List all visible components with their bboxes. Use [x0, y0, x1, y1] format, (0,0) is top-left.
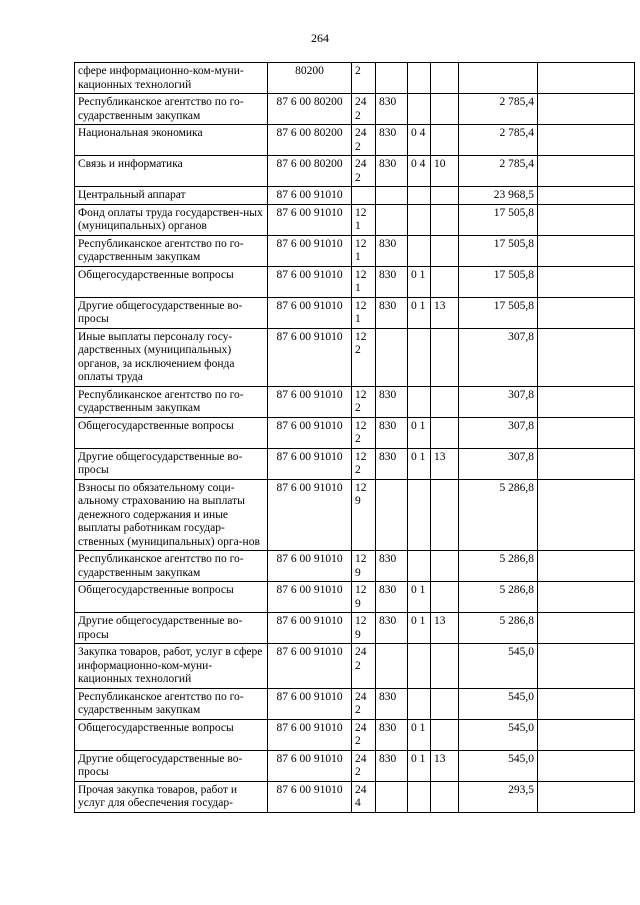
table-row	[75, 328, 635, 386]
section-cell: 0 1	[408, 417, 431, 448]
target-code-cell: 87 6 00 91010	[268, 644, 352, 689]
ministry-code-cell: 830	[376, 688, 408, 719]
section-cell: 0 1	[408, 613, 431, 644]
section-cell	[408, 479, 431, 551]
table-row	[75, 781, 635, 812]
section-cell: 0 1	[408, 266, 431, 297]
row-name-cell: Национальная экономика	[75, 125, 268, 156]
section-cell	[408, 235, 431, 266]
table-row	[75, 266, 635, 297]
target-code-cell: 87 6 00 91010	[268, 187, 352, 205]
row-name-cell: Республиканское агентство по го-сударственным закупкам	[75, 688, 268, 719]
table-row	[75, 448, 635, 479]
extra-cell	[538, 266, 635, 297]
table-row	[75, 235, 635, 266]
target-code-cell: 87 6 00 80200	[268, 94, 352, 125]
extra-cell	[538, 187, 635, 205]
section-cell: 0 1	[408, 448, 431, 479]
amount-cell: 545,0	[459, 719, 538, 750]
amount-cell: 5 286,8	[459, 479, 538, 551]
amount-cell: 17 505,8	[459, 297, 538, 328]
amount-cell: 5 286,8	[459, 582, 538, 613]
amount-cell: 2 785,4	[459, 156, 538, 187]
expense-type-cell: 12 9	[352, 551, 376, 582]
extra-cell	[538, 328, 635, 386]
table-row	[75, 297, 635, 328]
amount-cell: 23 968,5	[459, 187, 538, 205]
extra-cell	[538, 644, 635, 689]
target-code-cell: 87 6 00 91010	[268, 386, 352, 417]
extra-cell	[538, 63, 635, 94]
ministry-code-cell: 830	[376, 582, 408, 613]
target-code-cell: 87 6 00 91010	[268, 204, 352, 235]
ministry-code-cell	[376, 644, 408, 689]
table-row	[75, 750, 635, 781]
section-cell: 0 1	[408, 582, 431, 613]
expense-type-cell: 12 2	[352, 328, 376, 386]
ministry-code-cell: 830	[376, 613, 408, 644]
target-code-cell: 87 6 00 91010	[268, 551, 352, 582]
table-row	[75, 551, 635, 582]
row-name-cell: Другие общегосударственные во-просы	[75, 750, 268, 781]
expense-type-cell: 12 1	[352, 297, 376, 328]
subsection-cell	[431, 582, 459, 613]
amount-cell: 307,8	[459, 417, 538, 448]
subsection-cell	[431, 235, 459, 266]
row-name-cell: Республиканское агентство по го-сударственным закупкам	[75, 551, 268, 582]
amount-cell: 2 785,4	[459, 125, 538, 156]
subsection-cell: 13	[431, 297, 459, 328]
ministry-code-cell: 830	[376, 297, 408, 328]
table-row	[75, 582, 635, 613]
table-row	[75, 479, 635, 551]
row-name-cell: Прочая закупка товаров, работ и услуг для обеспечения государ-	[75, 781, 268, 812]
target-code-cell: 87 6 00 91010	[268, 297, 352, 328]
row-name-cell: Связь и информатика	[75, 156, 268, 187]
extra-cell	[538, 479, 635, 551]
amount-cell: 545,0	[459, 750, 538, 781]
ministry-code-cell	[376, 328, 408, 386]
row-name-cell: Другие общегосударственные во-просы	[75, 613, 268, 644]
ministry-code-cell: 830	[376, 719, 408, 750]
section-cell: 0 1	[408, 297, 431, 328]
subsection-cell: 13	[431, 448, 459, 479]
table-row	[75, 613, 635, 644]
section-cell: 0 4	[408, 156, 431, 187]
amount-cell: 17 505,8	[459, 235, 538, 266]
expense-type-cell: 2	[352, 63, 376, 94]
ministry-code-cell: 830	[376, 386, 408, 417]
extra-cell	[538, 750, 635, 781]
ministry-code-cell: 830	[376, 448, 408, 479]
target-code-cell: 87 6 00 91010	[268, 328, 352, 386]
subsection-cell: 13	[431, 613, 459, 644]
ministry-code-cell	[376, 204, 408, 235]
amount-cell: 545,0	[459, 688, 538, 719]
extra-cell	[538, 551, 635, 582]
expense-type-cell: 24 2	[352, 125, 376, 156]
extra-cell	[538, 688, 635, 719]
extra-cell	[538, 125, 635, 156]
budget-table-body	[75, 63, 635, 813]
subsection-cell	[431, 417, 459, 448]
target-code-cell: 87 6 00 91010	[268, 479, 352, 551]
amount-cell: 5 286,8	[459, 613, 538, 644]
table-row	[75, 94, 635, 125]
target-code-cell: 87 6 00 91010	[268, 582, 352, 613]
ministry-code-cell: 830	[376, 266, 408, 297]
ministry-code-cell	[376, 187, 408, 205]
extra-cell	[538, 719, 635, 750]
section-cell	[408, 63, 431, 94]
table-row	[75, 417, 635, 448]
extra-cell	[538, 781, 635, 812]
subsection-cell	[431, 386, 459, 417]
section-cell	[408, 644, 431, 689]
amount-cell: 307,8	[459, 328, 538, 386]
target-code-cell: 80200	[268, 63, 352, 94]
row-name-cell: Центральный аппарат	[75, 187, 268, 205]
expense-type-cell: 24 2	[352, 688, 376, 719]
section-cell	[408, 688, 431, 719]
row-name-cell: Общегосударственные вопросы	[75, 417, 268, 448]
page-number: 264	[311, 31, 329, 45]
extra-cell	[538, 156, 635, 187]
extra-cell	[538, 94, 635, 125]
expense-type-cell: 12 2	[352, 448, 376, 479]
table-row	[75, 187, 635, 205]
section-cell	[408, 386, 431, 417]
target-code-cell: 87 6 00 91010	[268, 613, 352, 644]
row-name-cell: Общегосударственные вопросы	[75, 582, 268, 613]
table-row	[75, 156, 635, 187]
ministry-code-cell: 830	[376, 750, 408, 781]
ministry-code-cell	[376, 479, 408, 551]
budget-table	[74, 62, 635, 813]
amount-cell: 545,0	[459, 644, 538, 689]
amount-cell: 307,8	[459, 386, 538, 417]
amount-cell: 293,5	[459, 781, 538, 812]
subsection-cell	[431, 551, 459, 582]
row-name-cell: Взносы по обязательному соци-альному страхованию на выплаты денежного содержания и иные выплаты работникам государ-ственных (муниципальных) орга-нов	[75, 479, 268, 551]
subsection-cell	[431, 63, 459, 94]
amount-cell	[459, 63, 538, 94]
row-name-cell: Другие общегосударственные во-просы	[75, 448, 268, 479]
extra-cell	[538, 417, 635, 448]
expense-type-cell: 12 2	[352, 386, 376, 417]
ministry-code-cell: 830	[376, 551, 408, 582]
table-row	[75, 204, 635, 235]
ministry-code-cell: 830	[376, 235, 408, 266]
expense-type-cell: 12 9	[352, 479, 376, 551]
row-name-cell: Общегосударственные вопросы	[75, 266, 268, 297]
expense-type-cell: 12 1	[352, 204, 376, 235]
table-row	[75, 719, 635, 750]
section-cell	[408, 94, 431, 125]
section-cell: 0 1	[408, 719, 431, 750]
section-cell	[408, 781, 431, 812]
subsection-cell	[431, 125, 459, 156]
extra-cell	[538, 235, 635, 266]
subsection-cell	[431, 688, 459, 719]
expense-type-cell: 12 9	[352, 613, 376, 644]
subsection-cell	[431, 719, 459, 750]
target-code-cell: 87 6 00 80200	[268, 156, 352, 187]
row-name-cell: Иные выплаты персоналу госу-дарственных (муниципальных) органов, за исключением фонда оплаты труда	[75, 328, 268, 386]
target-code-cell: 87 6 00 91010	[268, 448, 352, 479]
table-row	[75, 386, 635, 417]
section-cell	[408, 551, 431, 582]
table-row	[75, 125, 635, 156]
ministry-code-cell: 830	[376, 156, 408, 187]
expense-type-cell: 12 2	[352, 417, 376, 448]
extra-cell	[538, 297, 635, 328]
subsection-cell	[431, 266, 459, 297]
expense-type-cell: 24 2	[352, 644, 376, 689]
row-name-cell: Общегосударственные вопросы	[75, 719, 268, 750]
table-row	[75, 63, 635, 94]
amount-cell: 2 785,4	[459, 94, 538, 125]
row-name-cell: Закупка товаров, работ, услуг в сфере информационно-ком-муни-кационных технологий	[75, 644, 268, 689]
table-row	[75, 688, 635, 719]
subsection-cell	[431, 204, 459, 235]
row-name-cell: Другие общегосударственные во-просы	[75, 297, 268, 328]
target-code-cell: 87 6 00 91010	[268, 266, 352, 297]
amount-cell: 17 505,8	[459, 204, 538, 235]
subsection-cell	[431, 479, 459, 551]
subsection-cell	[431, 328, 459, 386]
expense-type-cell: 12 1	[352, 266, 376, 297]
target-code-cell: 87 6 00 91010	[268, 781, 352, 812]
section-cell	[408, 204, 431, 235]
target-code-cell: 87 6 00 91010	[268, 417, 352, 448]
extra-cell	[538, 582, 635, 613]
expense-type-cell	[352, 187, 376, 205]
section-cell: 0 1	[408, 750, 431, 781]
ministry-code-cell: 830	[376, 417, 408, 448]
expense-type-cell: 24 2	[352, 750, 376, 781]
row-name-cell: сфере информационно-ком-муни-кационных технологий	[75, 63, 268, 94]
table-row	[75, 644, 635, 689]
target-code-cell: 87 6 00 91010	[268, 719, 352, 750]
expense-type-cell: 24 4	[352, 781, 376, 812]
amount-cell: 307,8	[459, 448, 538, 479]
section-cell: 0 4	[408, 125, 431, 156]
extra-cell	[538, 613, 635, 644]
amount-cell: 5 286,8	[459, 551, 538, 582]
subsection-cell: 10	[431, 156, 459, 187]
expense-type-cell: 12 9	[352, 582, 376, 613]
extra-cell	[538, 386, 635, 417]
row-name-cell: Республиканское агентство по го-сударственным закупкам	[75, 386, 268, 417]
row-name-cell: Республиканское агентство по го-сударственным закупкам	[75, 235, 268, 266]
section-cell	[408, 328, 431, 386]
ministry-code-cell	[376, 781, 408, 812]
expense-type-cell: 24 2	[352, 94, 376, 125]
target-code-cell: 87 6 00 91010	[268, 688, 352, 719]
subsection-cell	[431, 781, 459, 812]
subsection-cell	[431, 94, 459, 125]
section-cell	[408, 187, 431, 205]
expense-type-cell: 12 1	[352, 235, 376, 266]
row-name-cell: Республиканское агентство по го-сударственным закупкам	[75, 94, 268, 125]
subsection-cell	[431, 644, 459, 689]
row-name-cell: Фонд оплаты труда государствен-ных (муниципальных) органов	[75, 204, 268, 235]
extra-cell	[538, 204, 635, 235]
amount-cell: 17 505,8	[459, 266, 538, 297]
ministry-code-cell: 830	[376, 94, 408, 125]
ministry-code-cell: 830	[376, 125, 408, 156]
ministry-code-cell	[376, 63, 408, 94]
extra-cell	[538, 448, 635, 479]
subsection-cell	[431, 187, 459, 205]
expense-type-cell: 24 2	[352, 719, 376, 750]
target-code-cell: 87 6 00 80200	[268, 125, 352, 156]
expense-type-cell: 24 2	[352, 156, 376, 187]
subsection-cell: 13	[431, 750, 459, 781]
target-code-cell: 87 6 00 91010	[268, 235, 352, 266]
target-code-cell: 87 6 00 91010	[268, 750, 352, 781]
